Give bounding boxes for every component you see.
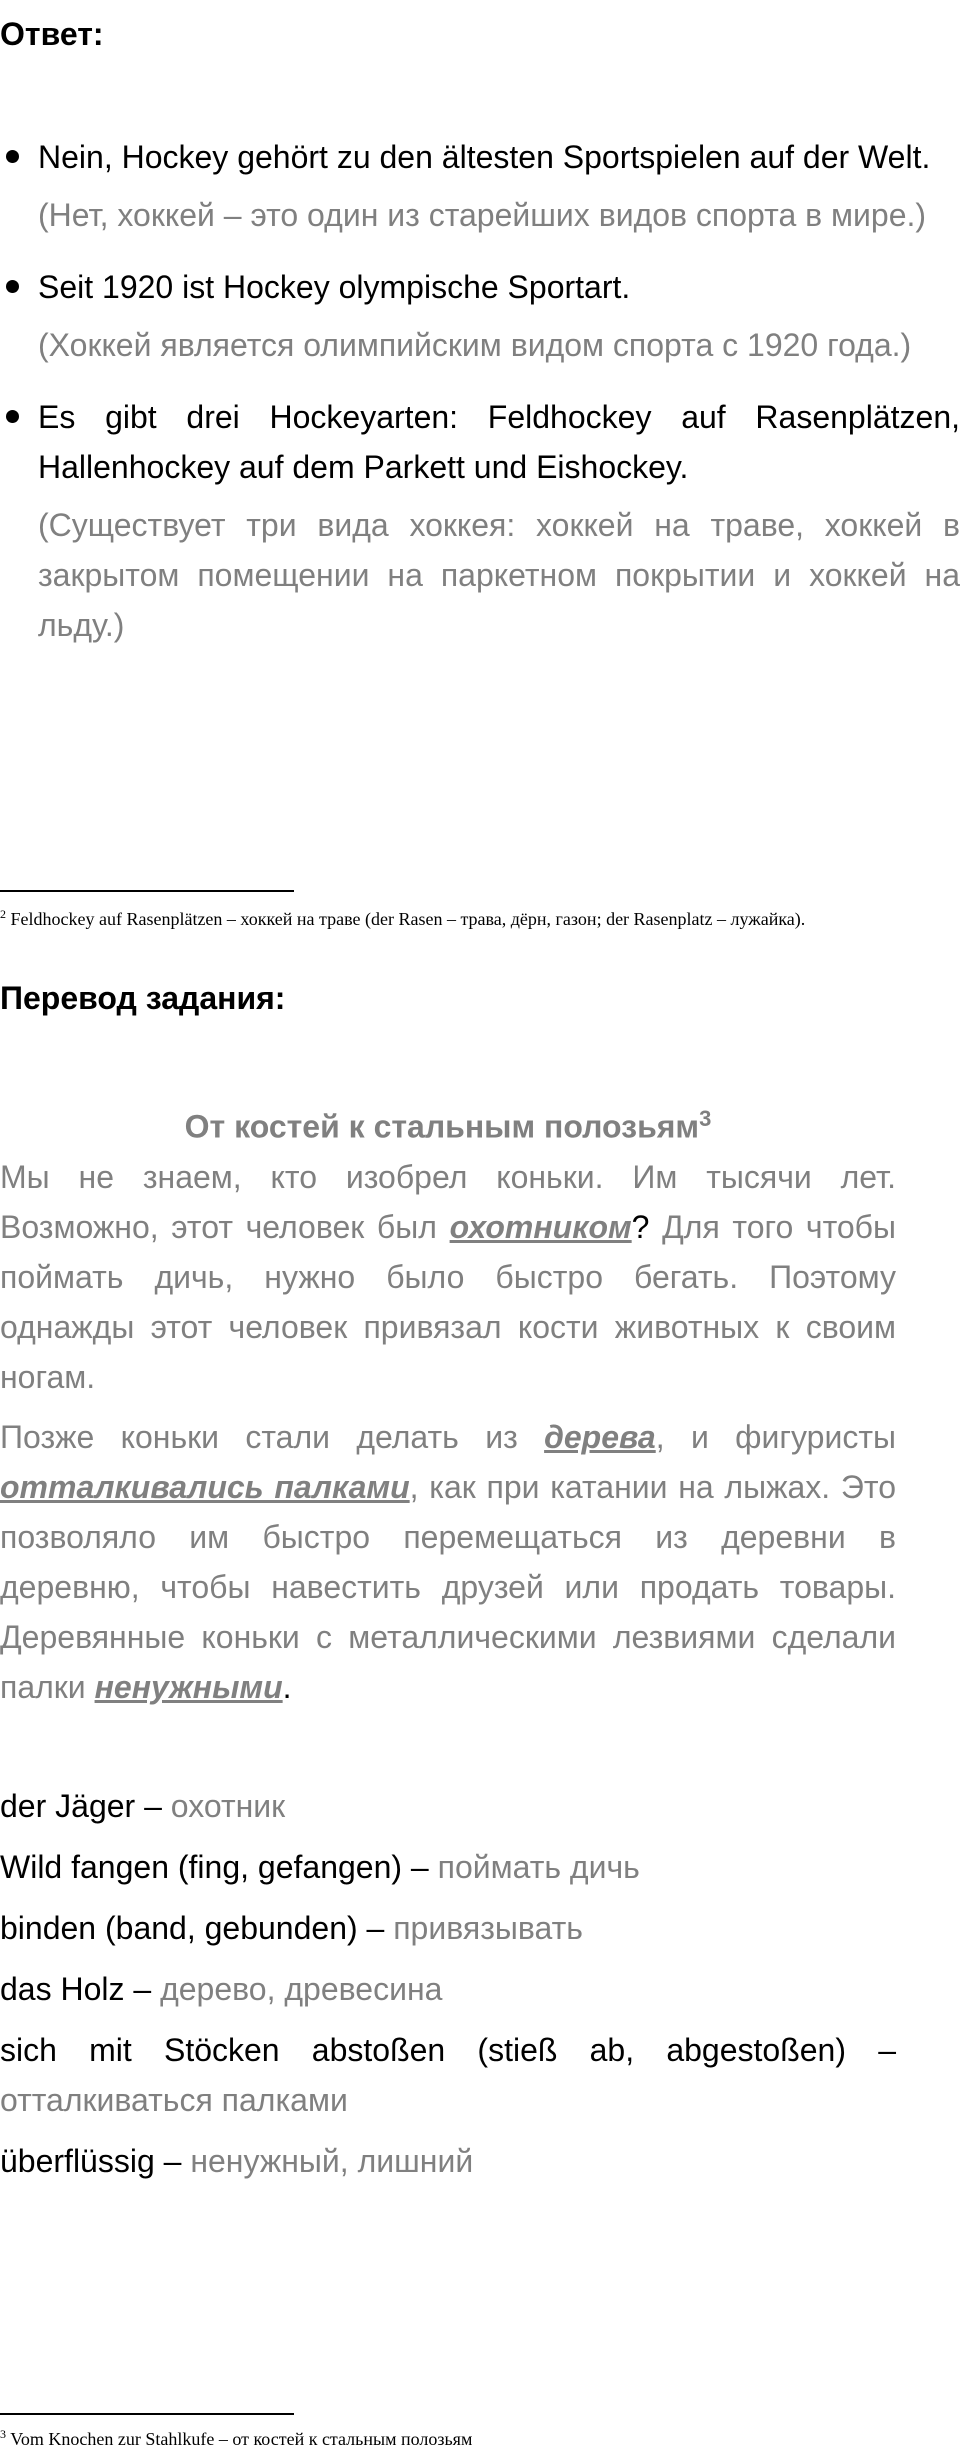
- vocabulary-russian: ненужный, лишний: [190, 2143, 474, 2179]
- story-text-run: Позже коньки стали делать из: [0, 1419, 545, 1455]
- answer-heading: Ответ:: [0, 16, 104, 52]
- vocabulary-item: [0, 2025, 896, 2125]
- story-text-run: .: [282, 1669, 292, 1705]
- footnote-text: Vom Knochen zur Stahlkufe – от костей к стальным полозьям: [10, 2429, 473, 2449]
- answer-german-text: Seit 1920 ist Hockey olympische Sportart.: [38, 269, 631, 305]
- vocabulary-german: der Jäger –: [0, 1788, 171, 1824]
- footnote-2: [0, 902, 940, 931]
- answer-list: [0, 132, 960, 672]
- highlighted-word: дерева: [544, 1419, 656, 1455]
- vocabulary-item: [0, 1781, 896, 1831]
- bullet-icon: [6, 410, 19, 423]
- story-text-run: Мы не знаем, кто изобрел коньки. Им тысячи лет. Возможно, этот человек был: [0, 1159, 896, 1245]
- bullet-icon: [6, 280, 19, 293]
- vocabulary-list: [0, 1781, 896, 2197]
- story-title: [0, 1095, 896, 1151]
- highlighted-word: отталкивались палками: [0, 1469, 410, 1505]
- story-text: [0, 1152, 896, 1722]
- story-paragraph: [0, 1412, 896, 1712]
- answer-item: [0, 132, 960, 240]
- vocabulary-item: [0, 1964, 896, 2014]
- story-text-run: Для того чтобы поймать дичь, нужно было быстро бегать. Поэтому однажды этот человек привязал кости животных к своим ногам.: [0, 1209, 897, 1395]
- answer-item: [0, 262, 960, 370]
- story-text-run: , как при катании на лыжах. Это позволяло им быстро перемещаться из деревни в деревню, чтобы навестить друзей или продать товары. Деревянные коньки с металлическими лезвиями сделали палки: [0, 1469, 897, 1705]
- answer-russian-translation: (Хоккей является олимпийским видом спорта с 1920 года.): [38, 327, 912, 363]
- footnote-divider: [0, 890, 294, 892]
- highlighted-word: охотником: [449, 1209, 632, 1245]
- answer-german-text: Es gibt drei Hockeyarten: Feldhockey auf Rasenplätzen, Hallenhockey auf dem Parkett und Eishockey.: [38, 399, 960, 485]
- story-paragraph: [0, 1152, 896, 1402]
- vocabulary-item: [0, 1903, 896, 1953]
- footnote-number: 2: [0, 907, 6, 921]
- translation-heading: Перевод задания:: [0, 980, 286, 1016]
- vocabulary-russian: охотник: [170, 1788, 286, 1824]
- vocabulary-item: [0, 1842, 896, 1892]
- answer-german-text: Nein, Hockey gehört zu den ältesten Sportspielen auf der Welt.: [38, 139, 931, 175]
- vocabulary-german: das Holz –: [0, 1971, 161, 2007]
- answer-russian-translation: (Существует три вида хоккея: хоккей на траве, хоккей в закрытом помещении на паркетном покрытии и хоккей на льду.): [38, 507, 960, 643]
- vocabulary-german: sich mit Stöcken abstoßen (stieß ab, abgestoßen) –: [0, 2032, 896, 2068]
- vocabulary-german: überflüssig –: [0, 2143, 191, 2179]
- answer-item: [0, 392, 960, 650]
- footnote-number: 3: [0, 2427, 6, 2441]
- footnote-text: Feldhockey auf Rasenplätzen – хоккей на траве (der Rasen – трава, дёрн, газон; der Rasenplatz – лужайка).: [10, 909, 806, 929]
- bullet-icon: [6, 150, 19, 163]
- footnote-mark: 3: [699, 1106, 712, 1131]
- story-text-run: , и фигуристы: [655, 1419, 897, 1455]
- vocabulary-russian: отталкиваться палками: [0, 2082, 348, 2118]
- vocabulary-russian: привязывать: [393, 1910, 583, 1946]
- vocabulary-german: Wild fangen (fing, gefangen) –: [0, 1849, 438, 1885]
- vocabulary-item: [0, 2136, 896, 2186]
- story-text-run: ?: [631, 1209, 650, 1245]
- answer-russian-translation: (Нет, хоккей – это один из старейших видов спорта в мире.): [38, 197, 927, 233]
- vocabulary-russian: поймать дичь: [437, 1849, 640, 1885]
- vocabulary-german: binden (band, gebunden) –: [0, 1910, 394, 1946]
- highlighted-word: ненужными: [94, 1669, 283, 1705]
- story-title-text: От костей к стальным полозьям: [184, 1108, 700, 1145]
- vocabulary-russian: дерево, древесина: [160, 1971, 443, 2007]
- footnote-divider: [0, 2413, 294, 2415]
- footnote-3: [0, 2422, 940, 2451]
